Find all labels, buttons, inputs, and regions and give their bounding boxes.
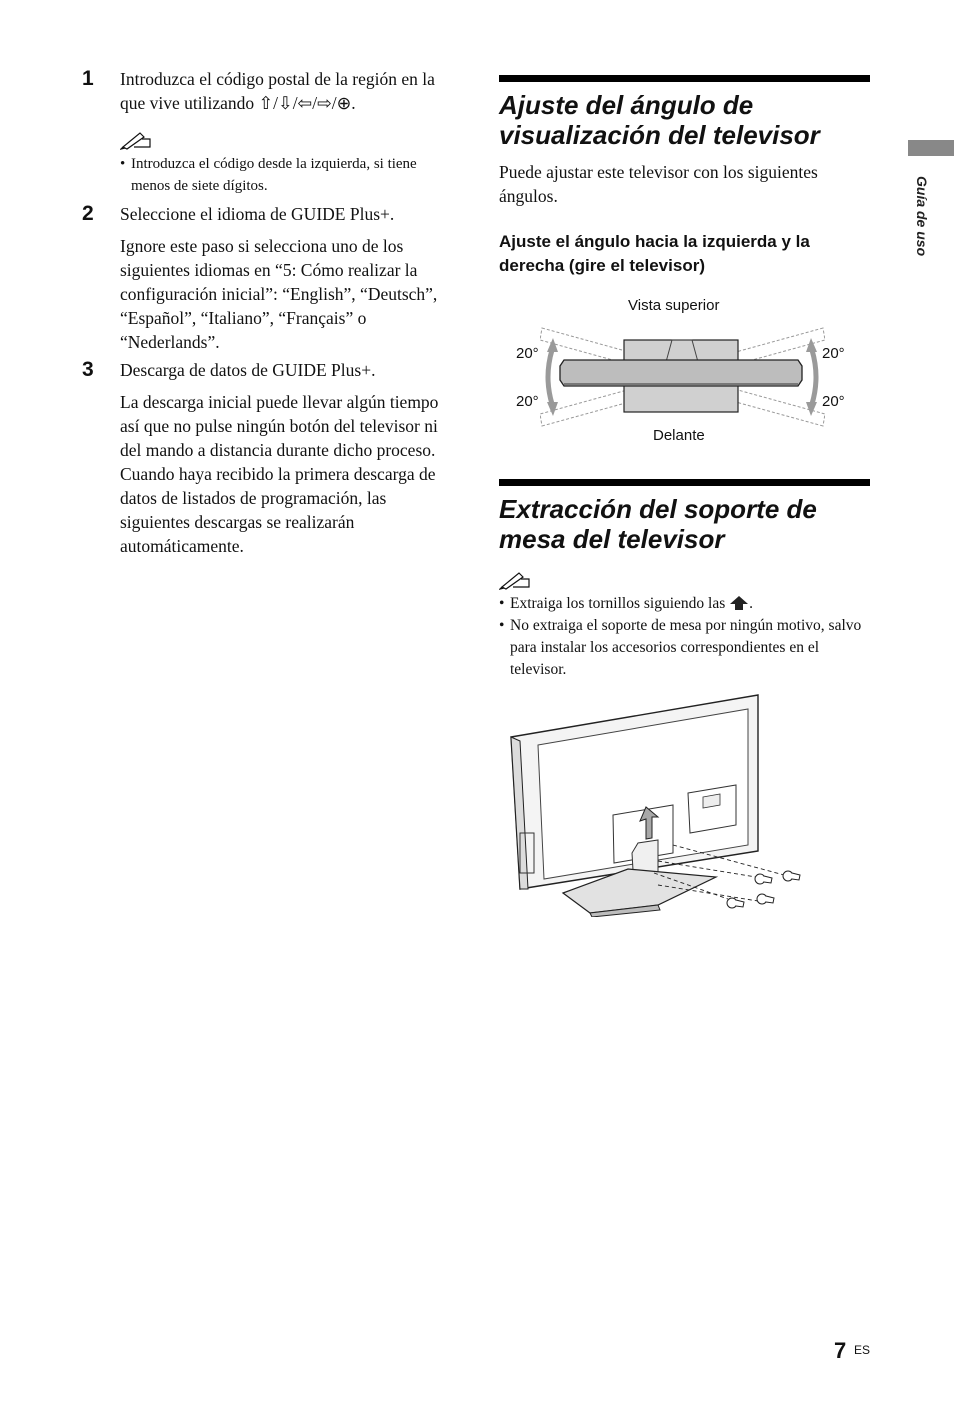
up-arrow-icon bbox=[729, 595, 749, 611]
diagram-bottom-label: Delante bbox=[653, 427, 705, 444]
step-text-2: Seleccione el idioma de GUIDE Plus+. bbox=[120, 204, 395, 224]
step-number-1: 1 bbox=[82, 67, 94, 90]
diagram-top-label: Vista superior bbox=[628, 297, 720, 314]
note-1-tail: . bbox=[749, 595, 754, 612]
section1-title: Ajuste del ángulo de visualización del televisor bbox=[499, 90, 820, 150]
step1-note: • Introduzca el código desde la izquierda, si tiene menos de siete dígitos. bbox=[120, 153, 450, 197]
angle-label-bottom-left: 20° bbox=[516, 393, 539, 410]
section-tab-label: Guía de uso bbox=[914, 176, 930, 257]
section-tab bbox=[908, 140, 954, 156]
left-rotation-arrow bbox=[548, 350, 552, 404]
pencil-note-icon bbox=[120, 130, 152, 150]
angle-label-top-left: 20° bbox=[516, 345, 539, 362]
note-1-text: Extraiga los tornillos siguiendo las bbox=[510, 595, 726, 612]
section2-note-2: • No extraiga el soporte de mesa por ningún motivo, salvo para instalar los accesorios correspondientes en el televisor. bbox=[499, 615, 871, 681]
tv-back-illustration bbox=[508, 693, 808, 917]
angle-label-top-right: 20° bbox=[822, 345, 845, 362]
tv-panel-shape bbox=[560, 360, 802, 386]
step1-note-list bbox=[120, 153, 450, 197]
section1-subheading: Ajuste el ángulo hacia la izquierda y la derecha (gire el televisor) bbox=[499, 232, 810, 275]
angle-label-bottom-right: 20° bbox=[822, 393, 845, 410]
section1-rule bbox=[499, 75, 870, 82]
step2-detail: Ignore este paso si selecciona uno de los siguientes idiomas en “5: Cómo realizar la configuración inicial”: “English”, “Deutsch”, “Español”, “Italiano”, “Français” o “Nederlands”. bbox=[120, 236, 438, 352]
section2-note-1 bbox=[499, 593, 871, 615]
section2-rule bbox=[499, 479, 870, 486]
step-text-1: Introduzca el código postal de la región en la que vive utilizando ⇧/⇩/⇦/⇨/⊕. bbox=[120, 69, 435, 113]
pencil-note-icon bbox=[499, 570, 531, 590]
section2-note-list bbox=[499, 593, 871, 681]
section1-intro: Puede ajustar este televisor con los siguientes ángulos. bbox=[499, 162, 818, 206]
page-number: 7 bbox=[834, 1338, 847, 1363]
right-rotation-arrow bbox=[812, 350, 816, 404]
swivel-diagram bbox=[540, 322, 825, 432]
page-language: ES bbox=[854, 1343, 871, 1357]
section2-title: Extracción del soporte de mesa del televisor bbox=[499, 494, 817, 554]
step-text-3: Descarga de datos de GUIDE Plus+. bbox=[120, 360, 376, 380]
step3-detail: La descarga inicial puede llevar algún tiempo así que no pulse ningún botón del televisor ni del mando a distancia durante dicho proceso. Cuando haya recibido la primera descarga de datos de listados de programación, las siguientes descargas se realizarán automáticamente. bbox=[120, 392, 439, 556]
step-number-3: 3 bbox=[82, 358, 94, 381]
step-number-2: 2 bbox=[82, 202, 94, 225]
